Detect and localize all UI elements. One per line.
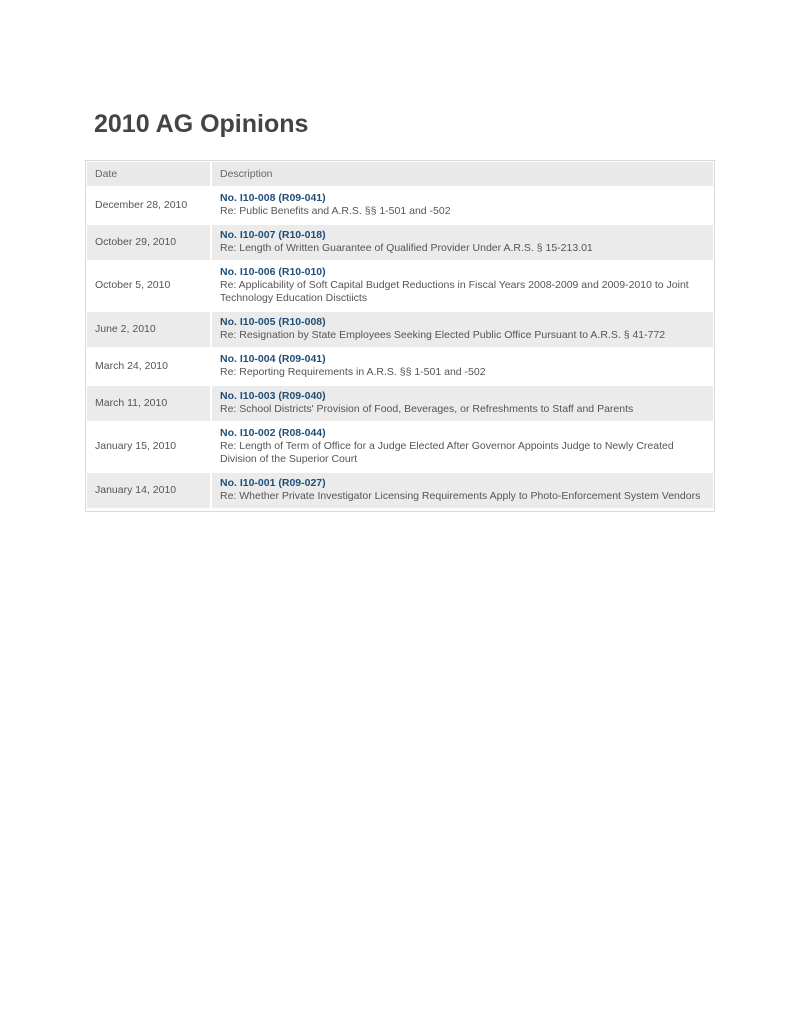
opinion-description-cell bbox=[212, 262, 713, 312]
opinion-description: Re: Public Benefits and A.R.S. §§ 1-501 and -502 bbox=[220, 205, 451, 217]
table-row bbox=[87, 386, 713, 423]
opinions-table-container bbox=[85, 160, 715, 512]
table-row bbox=[87, 349, 713, 386]
table-row bbox=[87, 312, 713, 349]
table-row bbox=[87, 423, 713, 473]
opinion-description-cell bbox=[212, 349, 713, 386]
table-row bbox=[87, 262, 713, 312]
table-header-row bbox=[87, 162, 713, 188]
opinion-description: Re: Reporting Requirements in A.R.S. §§ 1-501 and -502 bbox=[220, 366, 486, 378]
opinion-link[interactable]: No. I10-006 (R10-010) bbox=[220, 266, 326, 278]
opinion-date: March 24, 2010 bbox=[87, 349, 212, 386]
column-header-date: Date bbox=[87, 162, 212, 188]
opinion-date: October 5, 2010 bbox=[87, 262, 212, 312]
opinion-link[interactable]: No. I10-003 (R09-040) bbox=[220, 390, 326, 402]
opinion-description-cell bbox=[212, 386, 713, 423]
opinion-date: January 14, 2010 bbox=[87, 473, 212, 510]
opinion-description-cell bbox=[212, 312, 713, 349]
opinion-link[interactable]: No. I10-001 (R09-027) bbox=[220, 477, 326, 489]
opinion-description-cell bbox=[212, 188, 713, 225]
table-row bbox=[87, 188, 713, 225]
opinion-description: Re: Applicability of Soft Capital Budget Reductions in Fiscal Years 2008-2009 and 2009-2010 to Joint Technology Education Disctiicts bbox=[220, 279, 689, 304]
opinion-date: June 2, 2010 bbox=[87, 312, 212, 349]
opinion-link[interactable]: No. I10-007 (R10-018) bbox=[220, 229, 326, 241]
opinion-date: December 28, 2010 bbox=[87, 188, 212, 225]
opinion-date: January 15, 2010 bbox=[87, 423, 212, 473]
opinion-link[interactable]: No. I10-002 (R08-044) bbox=[220, 427, 326, 439]
opinion-description: Re: Length of Term of Office for a Judge Elected After Governor Appoints Judge to Newly Created Division of the Superior Court bbox=[220, 440, 674, 465]
table-row bbox=[87, 473, 713, 510]
opinions-table bbox=[87, 162, 713, 510]
opinion-description-cell bbox=[212, 473, 713, 510]
opinion-link[interactable]: No. I10-004 (R09-041) bbox=[220, 353, 326, 365]
table-row bbox=[87, 225, 713, 262]
opinion-description: Re: Resignation by State Employees Seeking Elected Public Office Pursuant to A.R.S. § 41-772 bbox=[220, 329, 666, 341]
column-header-description: Description bbox=[212, 162, 713, 188]
opinion-link[interactable]: No. I10-005 (R10-008) bbox=[220, 316, 326, 328]
opinion-description: Re: School Districts' Provision of Food, Beverages, or Refreshments to Staff and Parents bbox=[220, 403, 634, 415]
opinion-description-cell bbox=[212, 225, 713, 262]
opinion-description-cell bbox=[212, 423, 713, 473]
page-title: 2010 AG Opinions bbox=[94, 110, 309, 138]
opinion-date: March 11, 2010 bbox=[87, 386, 212, 423]
opinion-date: October 29, 2010 bbox=[87, 225, 212, 262]
opinion-link[interactable]: No. I10-008 (R09-041) bbox=[220, 192, 326, 204]
opinion-description: Re: Whether Private Investigator Licensing Requirements Apply to Photo-Enforcement System Vendors bbox=[220, 490, 701, 502]
opinion-description: Re: Length of Written Guarantee of Qualified Provider Under A.R.S. § 15-213.01 bbox=[220, 242, 593, 254]
